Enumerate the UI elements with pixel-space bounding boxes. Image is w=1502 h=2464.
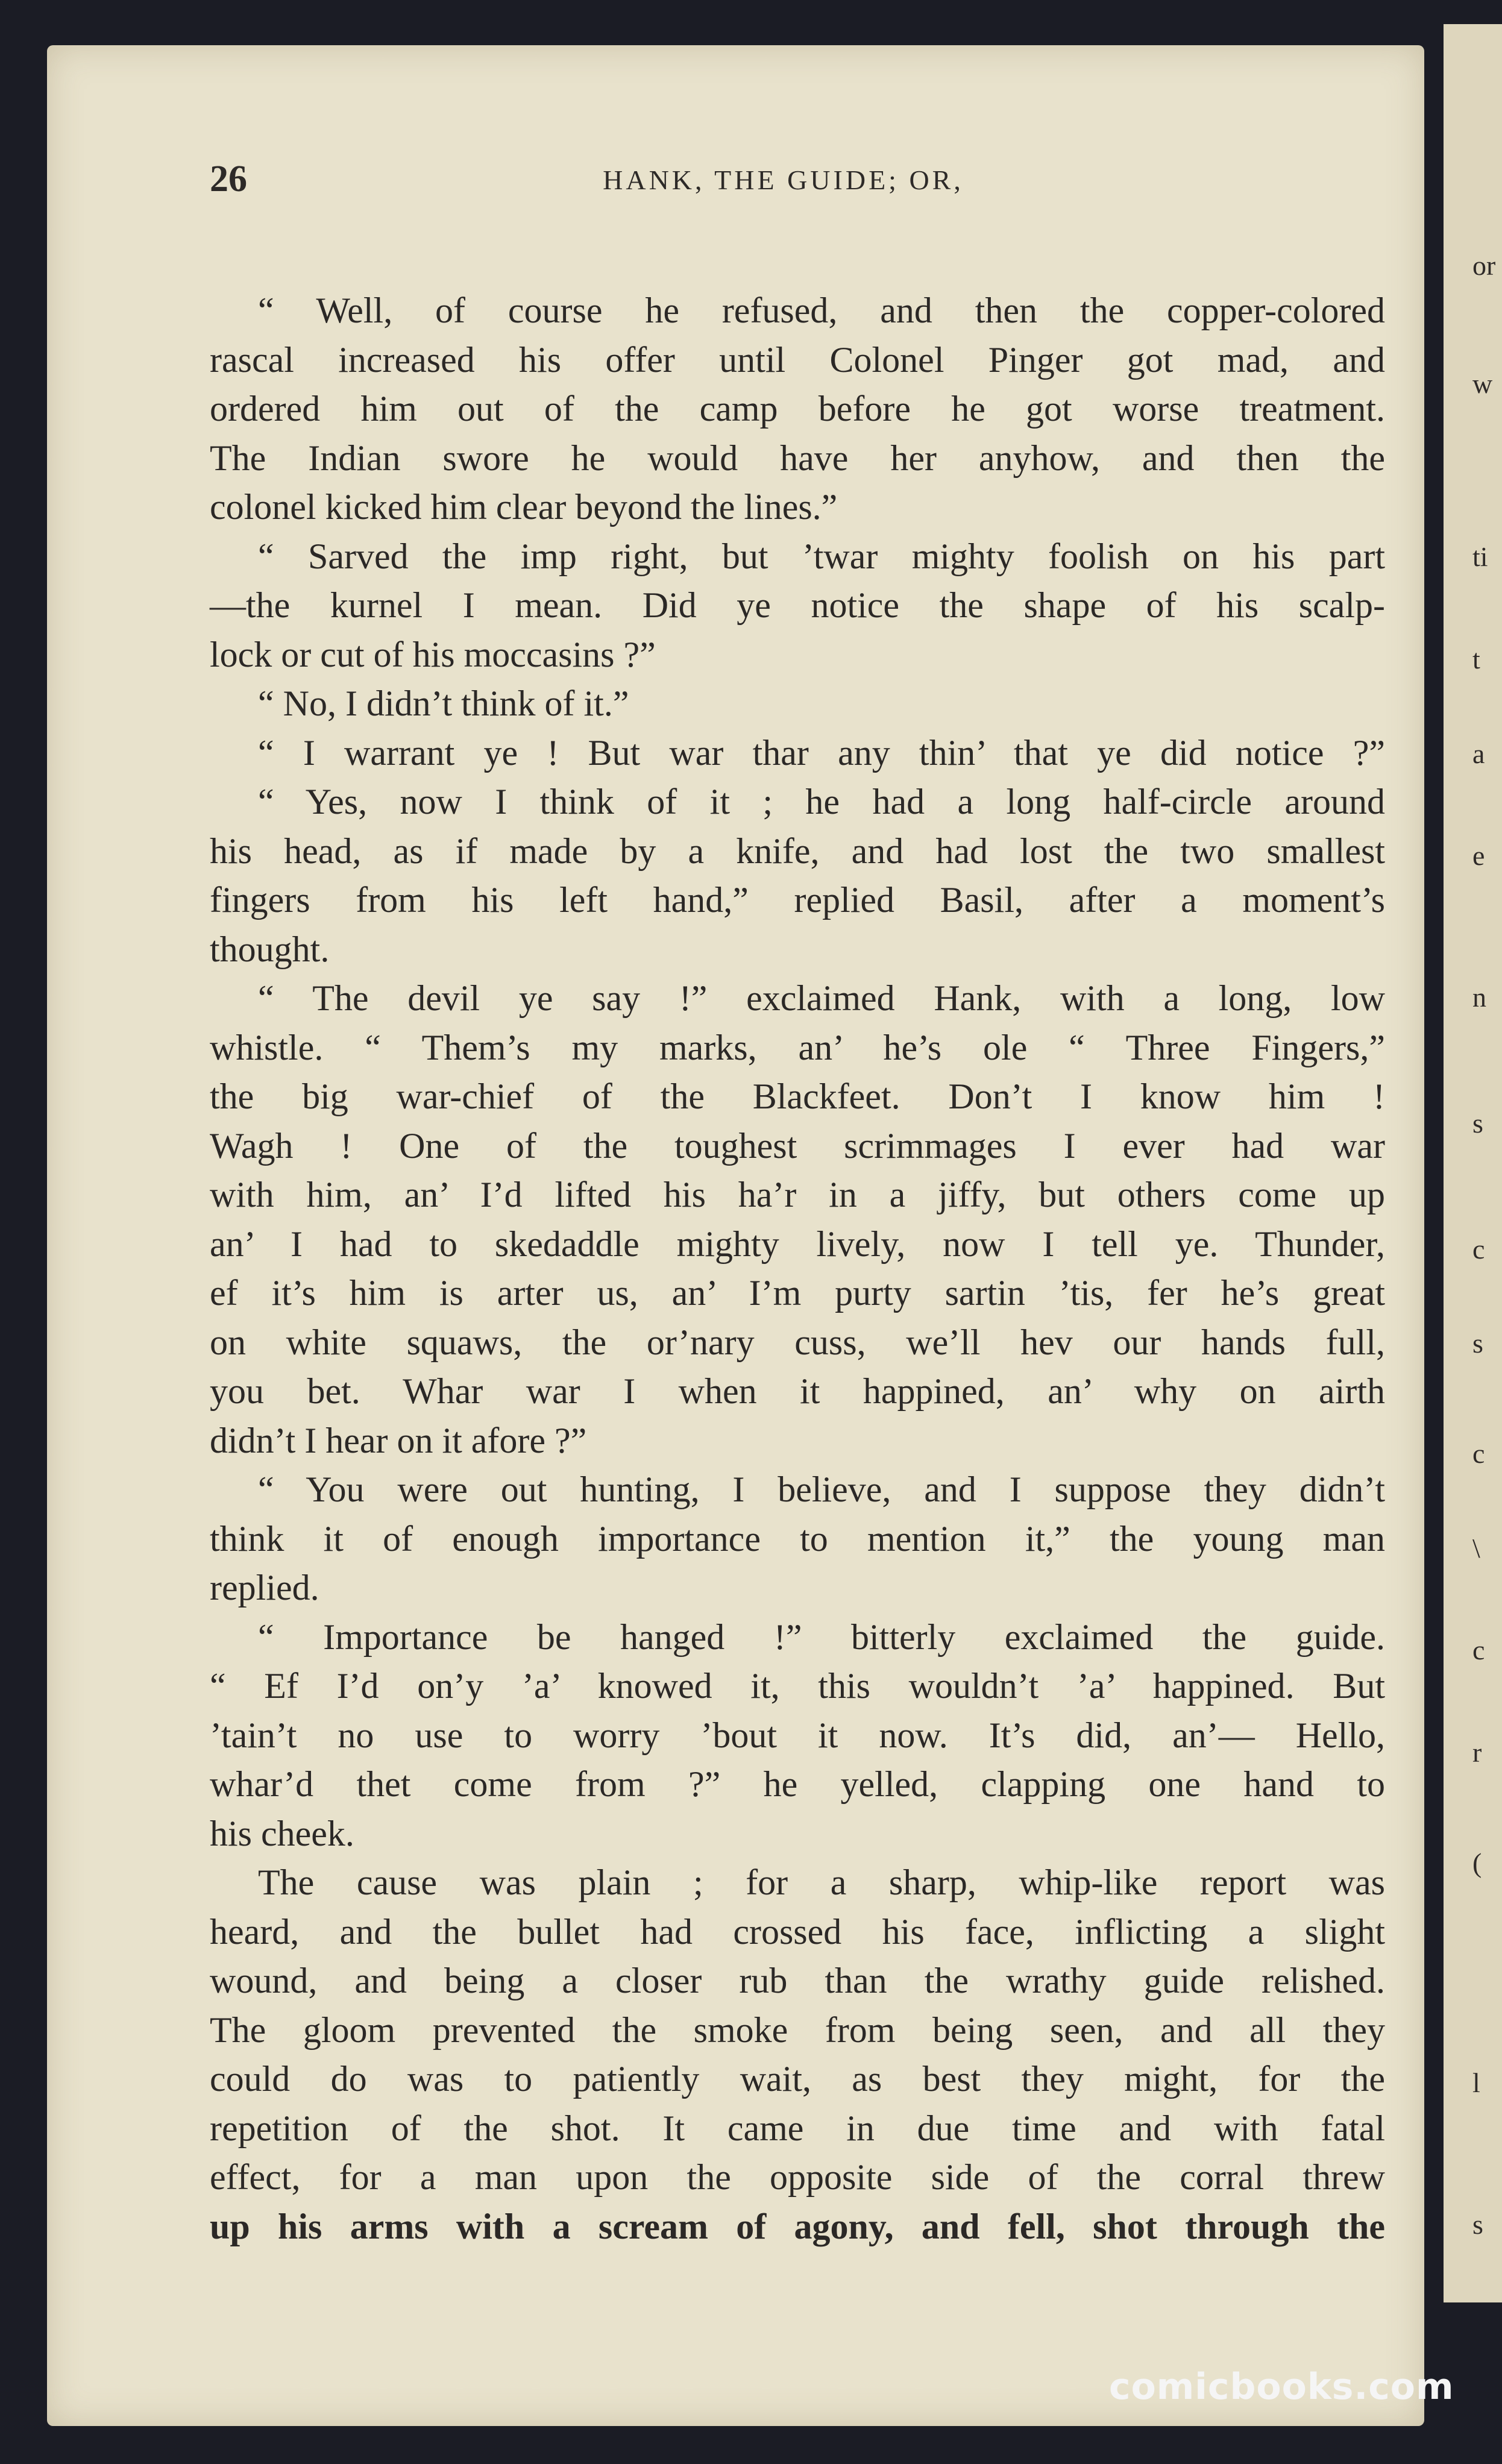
text-line: “ No, I didn’t think of it.” [258,684,629,723]
edge-letter: \ [1472,1532,1480,1564]
page-body-text [210,286,1385,2251]
edge-letter: or [1472,250,1496,281]
running-title: HANK, THE GUIDE; OR, [603,165,964,195]
text-line: “ Importance be hanged !” bitterly exclaimed the guide. [258,1617,1385,1657]
text-line: “ Yes, now I think of it ; he had a long half-circle around [258,782,1385,822]
text-line: ’tain’t no use to worry ’bout it now. It’s did, an’— Hello, [210,1715,1385,1755]
text-line: his head, as if made by a knife, and had lost the two smallest [210,831,1385,871]
edge-letter: c [1472,1635,1485,1666]
text-line: with him, an’ I’d lifted his ha’r in a jiffy, but others come up [210,1175,1385,1215]
edge-letter: e [1472,840,1485,872]
text-line: The Indian swore he would have her anyhow, and then the [210,438,1385,478]
edge-letter: a [1472,738,1485,769]
text-line: “ The devil ye say !” exclaimed Hank, with a long, low [258,978,1385,1018]
edge-letter: s [1472,1107,1483,1139]
text-line: wound, and being a closer rub than the wrathy guide relished. [210,1961,1385,2000]
text-line: The gloom prevented the smoke from being seen, and all they [210,2010,1385,2050]
page-number: 26 [210,159,247,200]
edge-letter: c [1472,1233,1485,1265]
text-line: lock or cut of his moccasins ?” [210,634,656,674]
text-line: colonel kicked him clear beyond the lines.” [210,487,838,527]
text-line: could do was to patiently wait, as best they might, for the [210,2059,1385,2099]
text-line: his cheek. [210,1813,354,1853]
text-line: an’ I had to skedaddle mighty lively, now I tell ye. Thunder, [210,1224,1385,1264]
edge-letter: c [1472,1438,1485,1469]
text-line: effect, for a man upon the opposite side of the corral threw [210,2157,1385,2197]
text-line: the big war-chief of the Blackfeet. Don’t I know him ! [210,1076,1385,1116]
watermark: comicbooks.com [1109,2366,1454,2408]
edge-letter: l [1472,2067,1480,2098]
text-line: thought. [210,929,330,969]
edge-letter: t [1472,643,1480,674]
text-line: on white squaws, the or’nary cuss, we’ll hev our hands full, [210,1322,1385,1362]
text-line: whistle. “ Them’s my marks, an’ he’s ole “ Three Fingers,” [210,1027,1385,1067]
edge-letter: r [1472,1736,1482,1768]
text-line: you bet. Whar war I when it happined, an’ why on airth [210,1371,1385,1411]
text-line: ef it’s him is arter us, an’ I’m purty sartin ’tis, fer he’s great [210,1273,1385,1313]
text-line: fingers from his left hand,” replied Basil, after a moment’s [210,880,1385,920]
text-line: didn’t I hear on it afore ?” [210,1420,587,1460]
edge-letter: s [1472,1328,1483,1359]
text-line: “ Ef I’d on’y ’a’ knowed it, this wouldn’t ’a’ happined. But [210,1666,1385,1706]
text-line: replied. [210,1568,319,1608]
edge-letter: ( [1472,1847,1482,1878]
edge-letter: s [1472,2208,1483,2240]
text-line: “ I warrant ye ! But war thar any thin’ that ye did notice ?” [258,732,1385,773]
edge-letter: w [1472,368,1493,400]
edge-letter: n [1472,982,1486,1013]
text-line: think it of enough importance to mention it,” the young man [210,1518,1385,1559]
text-line: The cause was plain ; for a sharp, whip-like report was [258,1862,1385,1902]
adjacent-page-edge [1444,24,1502,2302]
edge-letter: ti [1472,541,1488,573]
text-line: “ You were out hunting, I believe, and I suppose they didn’t [258,1469,1385,1509]
text-line: —the kurnel I mean. Did ye notice the shape of his scalp- [210,585,1385,625]
text-line: repetition of the shot. It came in due time and with fatal [210,2108,1385,2148]
text-line: “ Sarved the imp right, but ’twar mighty foolish on his part [258,536,1385,576]
text-line: “ Well, of course he refused, and then the copper-colored [258,291,1385,330]
text-line: up his arms with a scream of agony, and fell, shot through the [210,2206,1385,2246]
text-line: ordered him out of the camp before he got worse treatment. [210,389,1385,429]
text-line: whar’d thet come from ?” he yelled, clapping one hand to [210,1764,1385,1804]
text-line: heard, and the bullet had crossed his face, inflicting a slight [210,1911,1385,1952]
text-line: rascal increased his offer until Colonel Pinger got mad, and [210,339,1385,380]
text-line: Wagh ! One of the toughest scrimmages I ever had war [210,1125,1385,1166]
page-header [158,158,1384,206]
